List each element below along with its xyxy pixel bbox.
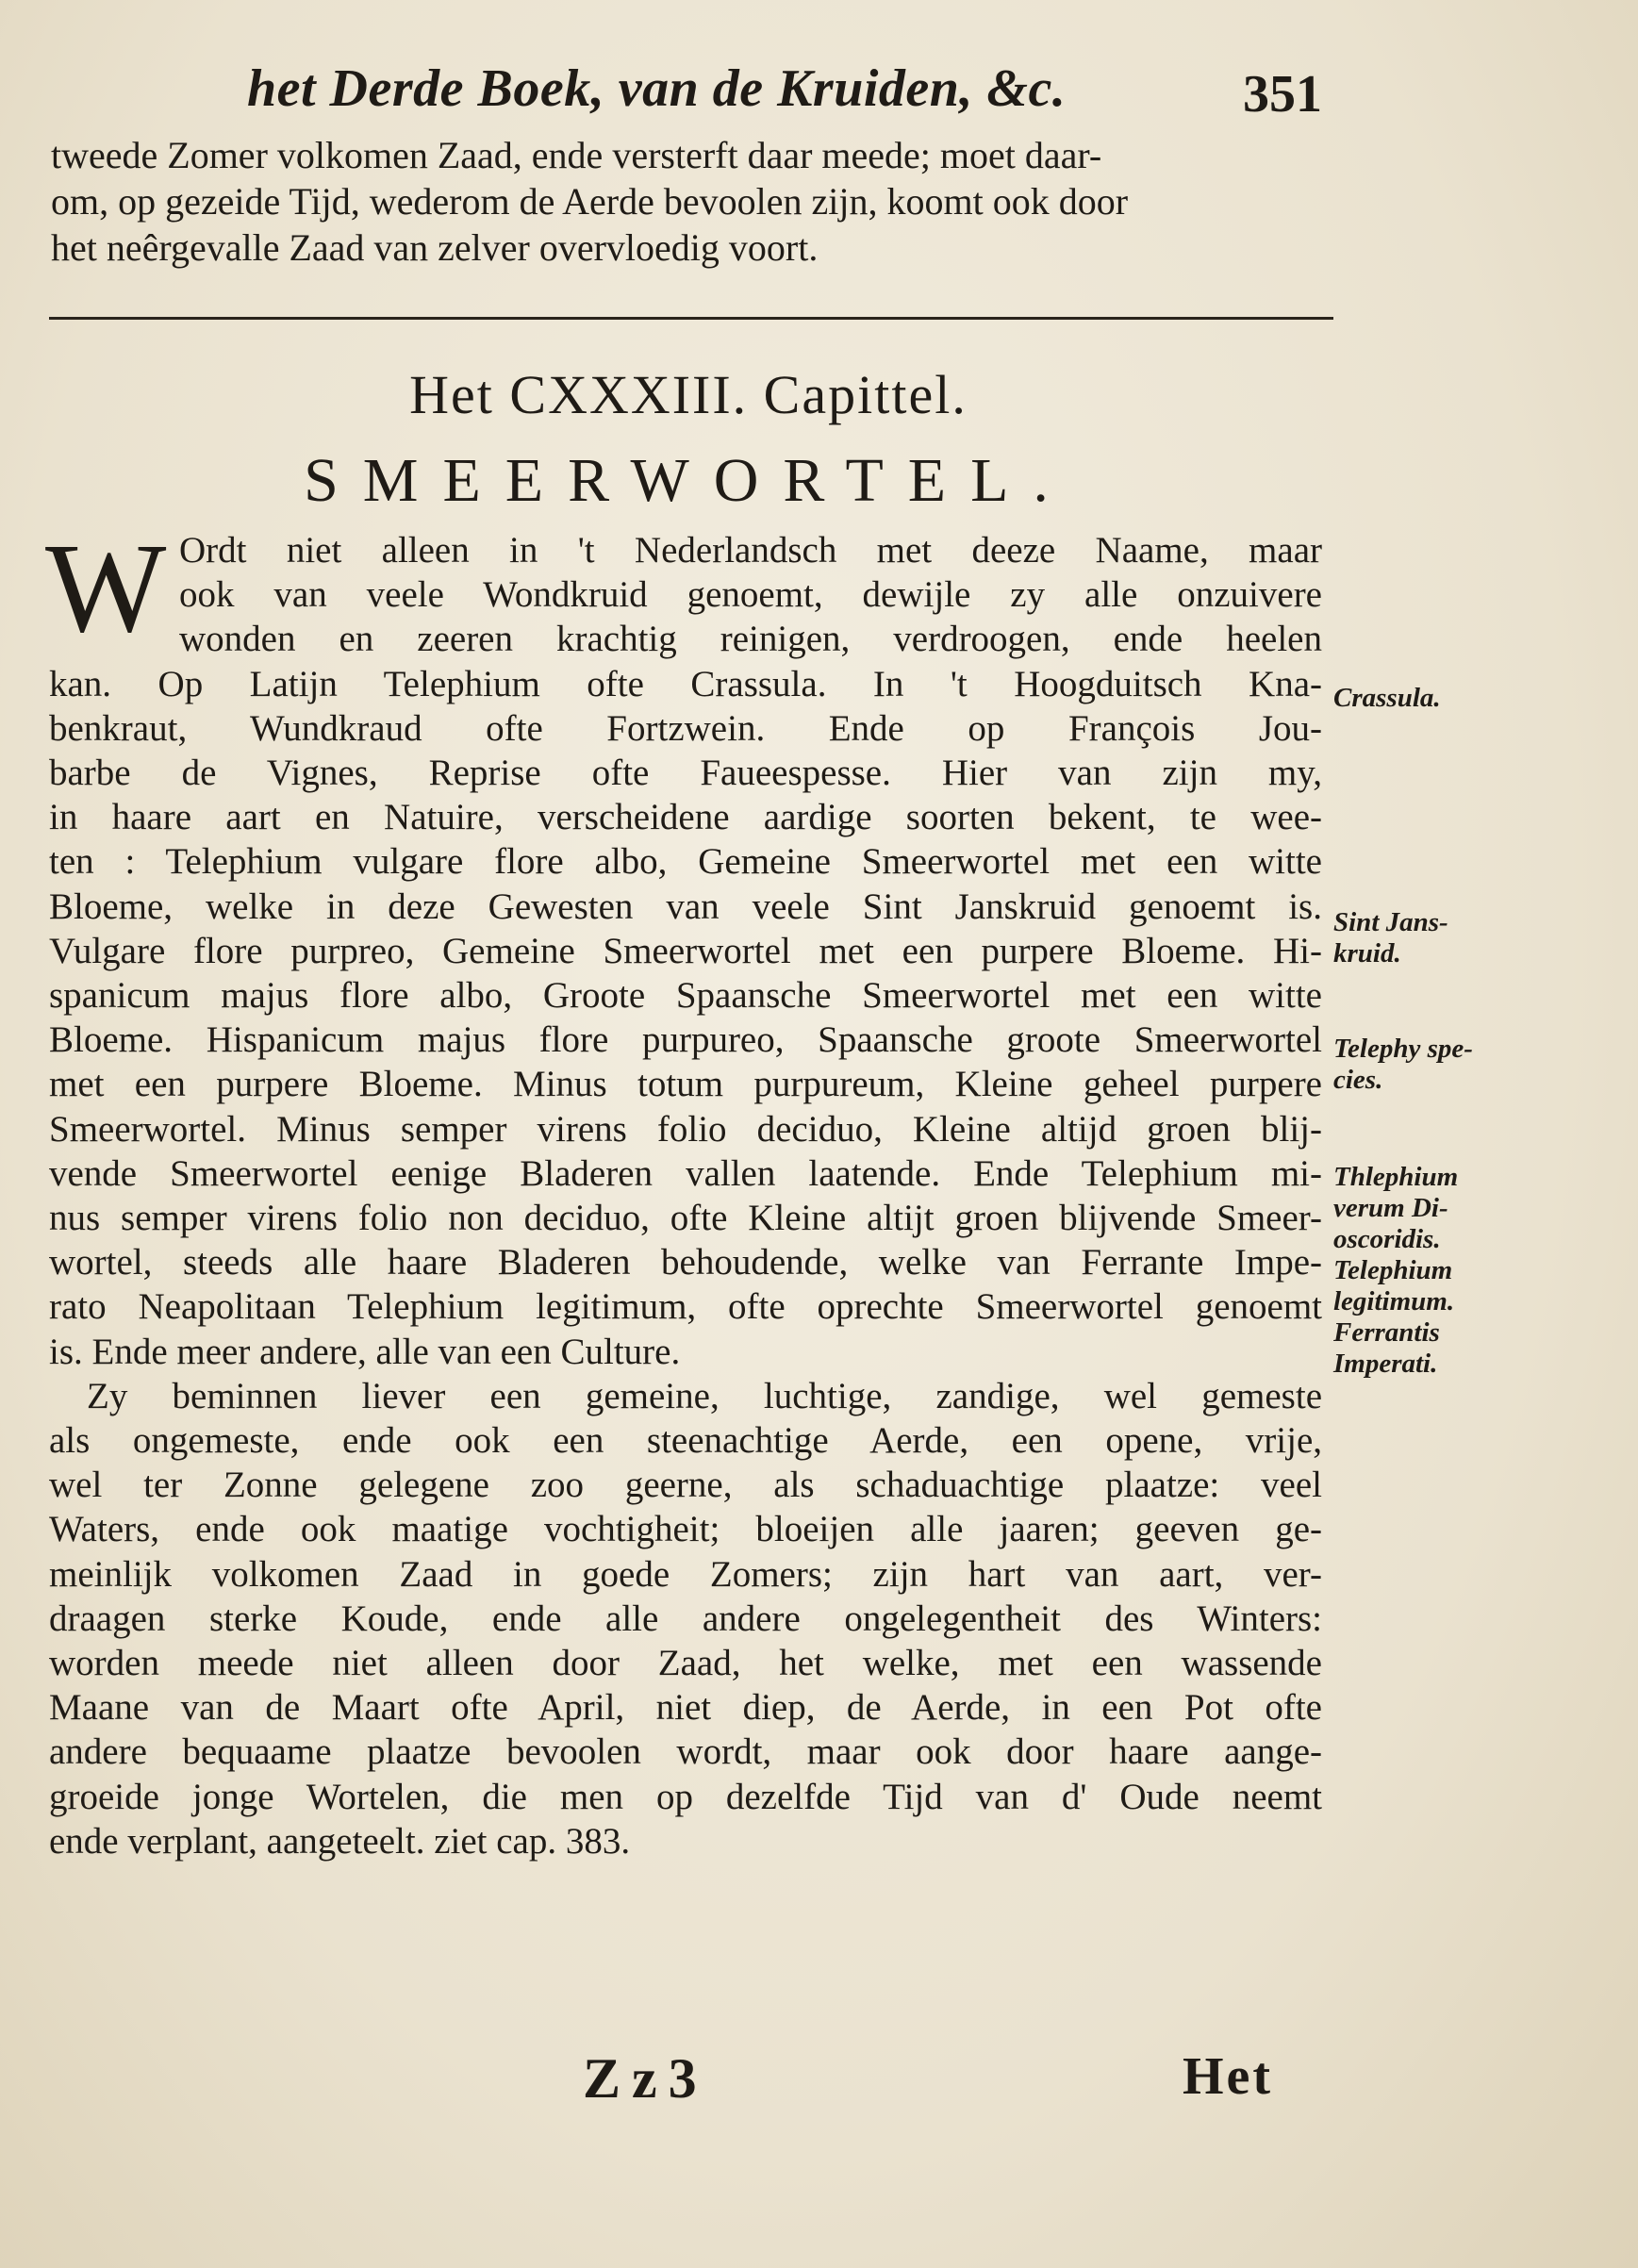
text-line: spanicum majus flore albo, Groote Spaansche Smeerwortel met een witte: [49, 975, 1322, 1017]
text-line: groeide jonge Wortelen, die men op dezelfde Tijd van d' Oude neemt: [49, 1776, 1322, 1817]
text-line: Waters, ende ook maatige vochtigheit; bloeijen alle jaaren; geeven ge-: [49, 1509, 1322, 1550]
text-line: meinlijk volkomen Zaad in goede Zomers; zijn hart van aart, ver-: [49, 1553, 1322, 1595]
text-line: ook van veele Wondkruid genoemt, dewijle zy alle onzuivere: [179, 574, 1322, 616]
page-number: 351: [1243, 65, 1322, 124]
margin-note: [1333, 1034, 1522, 1096]
running-title: het Derde Boek, van de Kruiden, &c.: [247, 59, 1067, 118]
margin-note-line: Imperati.: [1333, 1349, 1438, 1379]
text-line: in haare aart en Natuire, verscheidene aardige soorten bekent, te wee-: [49, 797, 1322, 838]
margin-note: [1333, 1162, 1522, 1380]
text-line: wonden en zeeren krachtig reinigen, verdroogen, ende heelen: [179, 619, 1322, 660]
margin-note: [1333, 907, 1522, 969]
text-line: Vulgare flore purpreo, Gemeine Smeerwortel met een purpere Bloeme. Hi-: [49, 930, 1322, 971]
margin-note-line: Thlephium: [1333, 1162, 1459, 1192]
chapter-body: [49, 528, 1322, 1863]
margin-note-line: legitimum.: [1333, 1286, 1455, 1316]
text-line: Maane van de Maart ofte April, niet diep, de Aerde, in een Pot ofte: [49, 1687, 1322, 1729]
section-divider: [49, 317, 1333, 320]
margin-note-line: cies.: [1333, 1065, 1383, 1095]
margin-note-line: Sint Jans-: [1333, 907, 1448, 937]
text-line: draagen sterke Koude, ende alle andere ongelegentheit des Winters:: [49, 1598, 1322, 1639]
text-line: met een purpere Bloeme. Minus totum purpureum, Kleine geheel purpere: [49, 1064, 1322, 1105]
text-line: Zy beminnen liever een gemeine, luchtige, zandige, wel gemeste: [87, 1375, 1322, 1416]
text-line: ten : Telephium vulgare flore albo, Gemeine Smeerwortel met een witte: [49, 841, 1322, 883]
text-line: andere bequaame plaatze bevoolen wordt, maar ook door haare aange-: [49, 1731, 1322, 1773]
text-line: als ongemeste, ende ook een steenachtige Aerde, een opene, vrije,: [49, 1420, 1322, 1462]
text-line: rato Neapolitaan Telephium legitimum, ofte oprechte Smeerwortel genoemt: [49, 1286, 1322, 1328]
margin-note-line: kruid.: [1333, 938, 1401, 968]
drop-cap: W: [45, 518, 167, 659]
chapter-heading: Het CXXXIII. Capittel.: [409, 364, 968, 425]
text-line: barbe de Vignes, Reprise ofte Faueespesse. Hier van zijn my,: [49, 753, 1322, 794]
text-line: benkraut, Wundkraud ofte Fortzwein. Ende op François Jou-: [49, 707, 1322, 749]
text-line: tweede Zomer volkomen Zaad, ende versterft daar meede; moet daar-: [51, 134, 1102, 176]
margin-note-line: Telephium: [1333, 1255, 1453, 1285]
text-line: is. Ende meer andere, alle van een Culture.: [49, 1331, 681, 1372]
text-line: Bloeme, welke in deze Gewesten van veele Sint Janskruid genoemt is.: [49, 886, 1322, 927]
margin-note-line: Telephy spe-: [1333, 1034, 1473, 1064]
chapter-title: SMEERWORTEL.: [304, 446, 1073, 515]
signature-mark: Zz3: [583, 2047, 708, 2110]
text-line: ende verplant, aangeteelt. ziet cap. 383.: [49, 1820, 631, 1862]
margin-note-line: verum Di-: [1333, 1193, 1448, 1223]
text-line: om, op gezeide Tijd, wederom de Aerde bevoolen zijn, koomt ook door: [51, 180, 1129, 223]
carry-over-paragraph: [51, 132, 1333, 271]
text-line: nus semper virens folio non deciduo, ofte Kleine altijt groen blijvende Smeer-: [49, 1198, 1322, 1239]
text-line: vende Smeerwortel eenige Bladeren vallen laatende. Ende Telephium mi-: [49, 1152, 1322, 1194]
margin-note-line: oscoridis.: [1333, 1224, 1441, 1254]
text-line: wel ter Zonne gelegene zoo geerne, als schaduachtige plaatze: veel: [49, 1465, 1322, 1506]
margin-note: [1333, 683, 1522, 714]
margin-note-line: Ferrantis: [1333, 1317, 1440, 1348]
running-head: [247, 58, 1322, 134]
text-line: wortel, steeds alle haare Bladeren behoudende, welke van Ferrante Impe-: [49, 1242, 1322, 1283]
catchword: Het: [1183, 2047, 1274, 2106]
text-line: Smeerwortel. Minus semper virens folio deciduo, Kleine altijd groen blij-: [49, 1108, 1322, 1150]
margin-note-line: Crassula.: [1333, 683, 1441, 713]
text-line: Bloeme. Hispanicum majus flore purpureo, Spaansche groote Smeerwortel: [49, 1019, 1322, 1061]
text-line: het neêrgevalle Zaad van zelver overvloedig voort.: [51, 226, 819, 269]
text-line: kan. Op Latijn Telephium ofte Crassula. In 't Hoogduitsch Kna-: [49, 663, 1322, 704]
text-line: worden meede niet alleen door Zaad, het welke, met een wassende: [49, 1643, 1322, 1684]
text-line: Ordt niet alleen in 't Nederlandsch met deeze Naame, maar: [179, 530, 1322, 571]
